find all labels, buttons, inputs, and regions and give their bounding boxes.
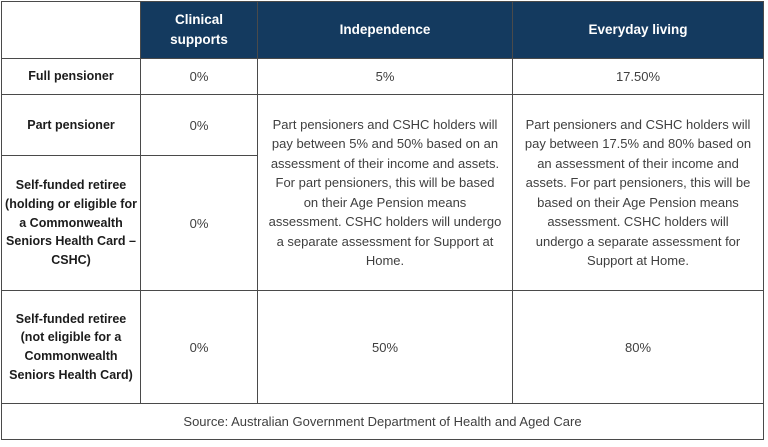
cell-full-pensioner-independence: 5% bbox=[258, 59, 513, 95]
column-header-everyday-living: Everyday living bbox=[513, 2, 764, 59]
cell-merged-everyday-paragraph: Part pensioners and CSHC holders will pay between 17.5% and 80% based on an assessment of their income and assets. For part pensioners, this will be based on their Age Pension means assessment. CSHC holders will undergo a separate assessment for Support at Home. bbox=[513, 95, 764, 291]
cell-part-pensioner-clinical: 0% bbox=[141, 95, 258, 156]
row-label-part-pensioner: Part pensioner bbox=[2, 95, 141, 156]
row-part-pensioner bbox=[2, 95, 764, 156]
header-row bbox=[2, 2, 764, 59]
source-attribution: Source: Australian Government Department of Health and Aged Care bbox=[2, 404, 764, 440]
cell-merged-independence-paragraph: Part pensioners and CSHC holders will pay between 5% and 50% based on an assessment of their income and assets. For part pensioners, this will be based on their Age Pension means assessment. CSHC holders will undergo a separate assessment for Support at Home. bbox=[258, 95, 513, 291]
cell-self-funded-no-cshc-clinical: 0% bbox=[141, 291, 258, 404]
source-row bbox=[2, 404, 764, 440]
row-full-pensioner bbox=[2, 59, 764, 95]
corner-empty-cell bbox=[2, 2, 141, 59]
row-self-funded-retiree-no-cshc bbox=[2, 291, 764, 404]
row-label-self-funded-retiree-no-cshc: Self-funded retiree (not eligible for a Commonwealth Seniors Health Card) bbox=[2, 291, 141, 404]
contribution-rates-table bbox=[1, 1, 764, 440]
cell-self-funded-no-cshc-independence: 50% bbox=[258, 291, 513, 404]
row-label-self-funded-retiree-cshc: Self-funded retiree (holding or eligible for a Commonwealth Seniors Health Card – CSHC) bbox=[2, 156, 141, 291]
cell-self-funded-cshc-clinical: 0% bbox=[141, 156, 258, 291]
column-header-independence: Independence bbox=[258, 2, 513, 59]
column-header-clinical-supports: Clinical supports bbox=[141, 2, 258, 59]
aged-care-contribution-table-page bbox=[0, 1, 768, 447]
cell-full-pensioner-everyday: 17.50% bbox=[513, 59, 764, 95]
row-label-full-pensioner: Full pensioner bbox=[2, 59, 141, 95]
cell-self-funded-no-cshc-everyday: 80% bbox=[513, 291, 764, 404]
cell-full-pensioner-clinical: 0% bbox=[141, 59, 258, 95]
